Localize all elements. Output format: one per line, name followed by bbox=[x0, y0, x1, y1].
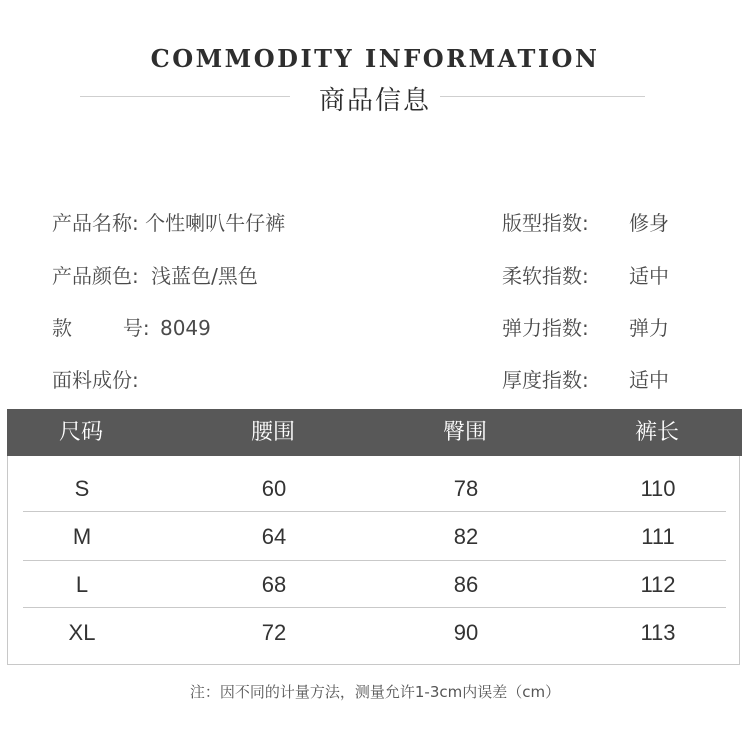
info-thickness-index bbox=[502, 364, 669, 393]
row-divider bbox=[23, 607, 726, 608]
size-table-header bbox=[7, 409, 742, 456]
info-softness-index bbox=[502, 260, 669, 289]
table-row bbox=[8, 465, 739, 513]
info-product-name bbox=[52, 207, 285, 236]
info-fabric bbox=[52, 364, 145, 393]
cell-waist: 72 bbox=[261, 620, 287, 645]
title-en: COMMODITY INFORMATION bbox=[150, 44, 600, 73]
cell-size: XL bbox=[68, 620, 96, 645]
cell-waist: 60 bbox=[261, 476, 287, 501]
cell-hip: 90 bbox=[453, 620, 479, 645]
info-value: 适中 bbox=[629, 264, 669, 288]
cell-size: M bbox=[72, 524, 92, 549]
cell-length: 111 bbox=[641, 524, 675, 549]
measurement-note: 注：因不同的计量方法，测量允许1-3cm内误差（cm） bbox=[189, 683, 561, 701]
cell-waist: 64 bbox=[261, 524, 287, 549]
cell-size: S bbox=[74, 476, 90, 501]
info-label: 款 号: bbox=[52, 316, 150, 340]
cell-hip: 86 bbox=[453, 572, 479, 597]
size-table bbox=[7, 409, 740, 665]
info-label: 弹力指数: bbox=[502, 316, 589, 340]
info-product-color bbox=[52, 260, 258, 289]
cell-size: L bbox=[75, 572, 89, 597]
title-cn: 商品信息 bbox=[318, 86, 431, 116]
row-divider bbox=[23, 511, 726, 512]
info-label: 产品颜色: bbox=[52, 264, 139, 288]
header-size: 尺码 bbox=[58, 420, 103, 445]
info-value: 个性喇叭牛仔裤 bbox=[145, 211, 286, 235]
table-row bbox=[8, 609, 739, 657]
table-row bbox=[8, 513, 739, 561]
title-row bbox=[0, 80, 750, 114]
info-fit-index bbox=[502, 207, 669, 236]
info-label: 厚度指数: bbox=[502, 368, 589, 392]
info-style-number bbox=[52, 312, 211, 341]
cell-length: 110 bbox=[640, 476, 676, 501]
cell-hip: 82 bbox=[453, 524, 479, 549]
info-label: 柔软指数: bbox=[502, 264, 589, 288]
info-elasticity-index bbox=[502, 312, 669, 341]
cell-hip: 78 bbox=[453, 476, 479, 501]
header-hip: 臀围 bbox=[442, 420, 487, 445]
info-value: 弹力 bbox=[629, 316, 669, 340]
info-value: 浅蓝色/黑色 bbox=[151, 264, 258, 288]
info-label: 产品名称: bbox=[52, 211, 139, 235]
info-value: 修身 bbox=[629, 211, 669, 235]
cell-waist: 68 bbox=[261, 572, 287, 597]
title-divider-right bbox=[440, 96, 645, 97]
info-label: 版型指数: bbox=[502, 211, 589, 235]
header-waist: 腰围 bbox=[250, 420, 295, 445]
info-value: 适中 bbox=[629, 368, 669, 392]
table-row bbox=[8, 561, 739, 609]
cell-length: 113 bbox=[640, 620, 676, 645]
info-label: 面料成份: bbox=[52, 368, 139, 392]
header-length: 裤长 bbox=[634, 420, 679, 445]
cell-length: 112 bbox=[640, 572, 676, 597]
info-value: 8049 bbox=[159, 316, 211, 340]
